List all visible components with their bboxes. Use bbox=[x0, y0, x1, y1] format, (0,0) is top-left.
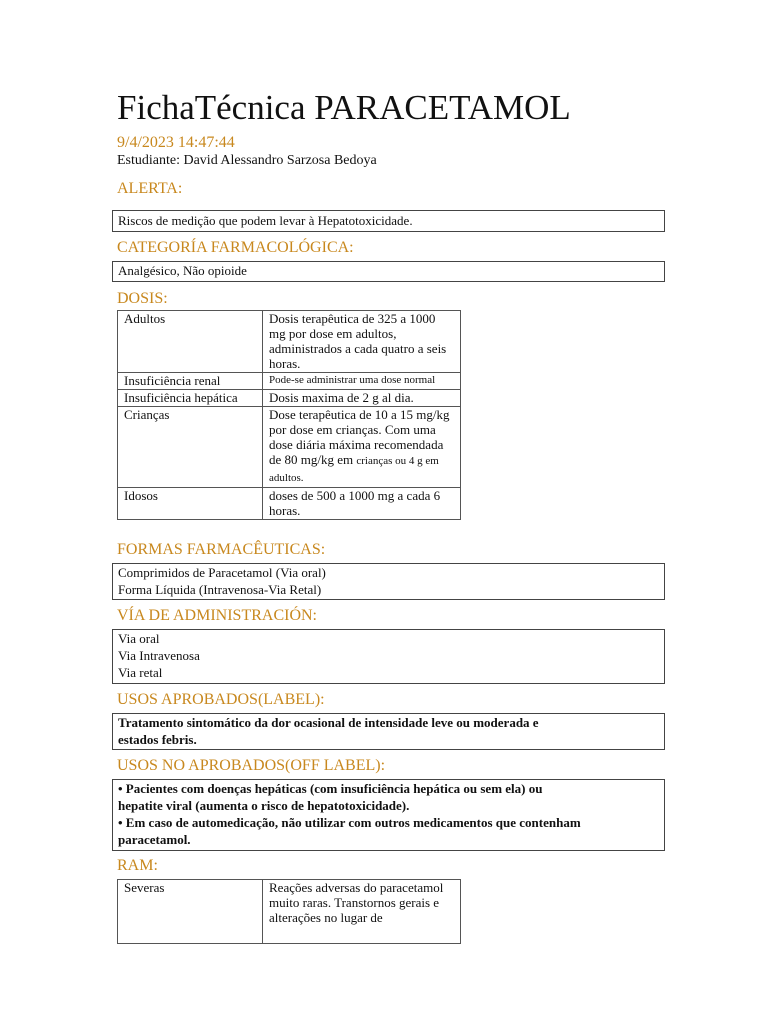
dosis-value-insuficiencia-renal: Pode-se administrar uma dose normal bbox=[263, 373, 461, 390]
formas-line: Comprimidos de Paracetamol (Via oral) bbox=[118, 565, 326, 580]
categoria-box bbox=[112, 261, 665, 282]
dosis-value-criancas bbox=[263, 407, 461, 488]
ram-value-severas: Reações adversas do paracetamol muito raras. Transtornos gerais e alterações no lugar de bbox=[263, 880, 461, 944]
usos-no-aprobados-line: • Pacientes com doenças hepáticas (com insuficiência hepática ou sem ela) ou bbox=[118, 781, 543, 796]
dosis-label-insuficiencia-hepatica: Insuficiência hepática bbox=[118, 390, 263, 407]
table-row bbox=[118, 880, 461, 944]
table-row bbox=[118, 407, 461, 488]
alerta-text: Riscos de medição que podem levar à Hepatotoxicidade. bbox=[118, 213, 413, 228]
table-row bbox=[118, 390, 461, 407]
dosis-value-adultos: Dosis terapêutica de 325 a 1000 mg por dose em adultos, administrados a cada quatro a seis horas. bbox=[263, 311, 461, 373]
ram-table bbox=[117, 879, 461, 944]
usos-no-aprobados-box bbox=[112, 779, 665, 851]
document-date: 9/4/2023 14:47:44 bbox=[117, 134, 235, 151]
section-title-dosis: DOSIS: bbox=[117, 290, 168, 307]
section-title-alerta: ALERTA: bbox=[117, 180, 183, 197]
formas-line: Forma Líquida (Intravenosa-Via Retal) bbox=[118, 582, 322, 597]
page-title: FichaTécnica PARACETAMOL bbox=[117, 88, 571, 127]
dosis-value-idosos: doses de 500 a 1000 mg a cada 6 horas. bbox=[263, 488, 461, 520]
via-line: Via Intravenosa bbox=[118, 648, 200, 663]
section-title-usos-aprobados: USOS APROBADOS(LABEL): bbox=[117, 691, 325, 708]
section-title-categoria: CATEGORÍA FARMACOLÓGICA: bbox=[117, 239, 354, 256]
table-row bbox=[118, 311, 461, 373]
dosis-value-criancas-small: crianças ou 4 g em adultos. bbox=[269, 455, 439, 484]
categoria-text: Analgésico, Não opioide bbox=[118, 263, 247, 278]
usos-no-aprobados-line: • Em caso de automedicação, não utilizar com outros medicamentos que contenham bbox=[118, 815, 581, 830]
alerta-box bbox=[112, 210, 665, 232]
usos-aprobados-box bbox=[112, 713, 665, 750]
usos-aprobados-line: Tratamento sintomático da dor ocasional de intensidade leve ou moderada e bbox=[118, 715, 539, 730]
dosis-label-insuficiencia-renal: Insuficiência renal bbox=[118, 373, 263, 390]
table-row bbox=[118, 373, 461, 390]
via-box bbox=[112, 629, 665, 684]
section-title-ram: RAM: bbox=[117, 857, 158, 874]
dosis-label-idosos: Idosos bbox=[118, 488, 263, 520]
usos-aprobados-line: estados febris. bbox=[118, 732, 197, 747]
formas-box bbox=[112, 563, 665, 600]
section-title-formas: FORMAS FARMACÊUTICAS: bbox=[117, 541, 326, 558]
dosis-value-criancas-main: Dose terapêutica de 10 a 15 mg/kg por dose em crianças. Com uma dose diária máxima recomendada de 80 mg/kg em bbox=[269, 407, 450, 467]
section-title-via: VÍA DE ADMINISTRACIÓN: bbox=[117, 607, 317, 624]
usos-no-aprobados-line: paracetamol. bbox=[118, 832, 191, 847]
student-name: Estudiante: David Alessandro Sarzosa Bedoya bbox=[117, 153, 377, 168]
table-row bbox=[118, 488, 461, 520]
ram-label-severas: Severas bbox=[118, 880, 263, 944]
section-title-usos-no-aprobados: USOS NO APROBADOS(OFF LABEL): bbox=[117, 757, 386, 774]
dosis-label-adultos: Adultos bbox=[118, 311, 263, 373]
via-line: Via oral bbox=[118, 631, 160, 646]
dosis-value-insuficiencia-hepatica: Dosis maxima de 2 g al dia. bbox=[263, 390, 461, 407]
usos-no-aprobados-line: hepatite viral (aumenta o risco de hepatotoxicidade). bbox=[118, 798, 410, 813]
dosis-label-criancas: Crianças bbox=[118, 407, 263, 488]
dosis-table bbox=[117, 310, 461, 520]
via-line: Via retal bbox=[118, 665, 163, 680]
